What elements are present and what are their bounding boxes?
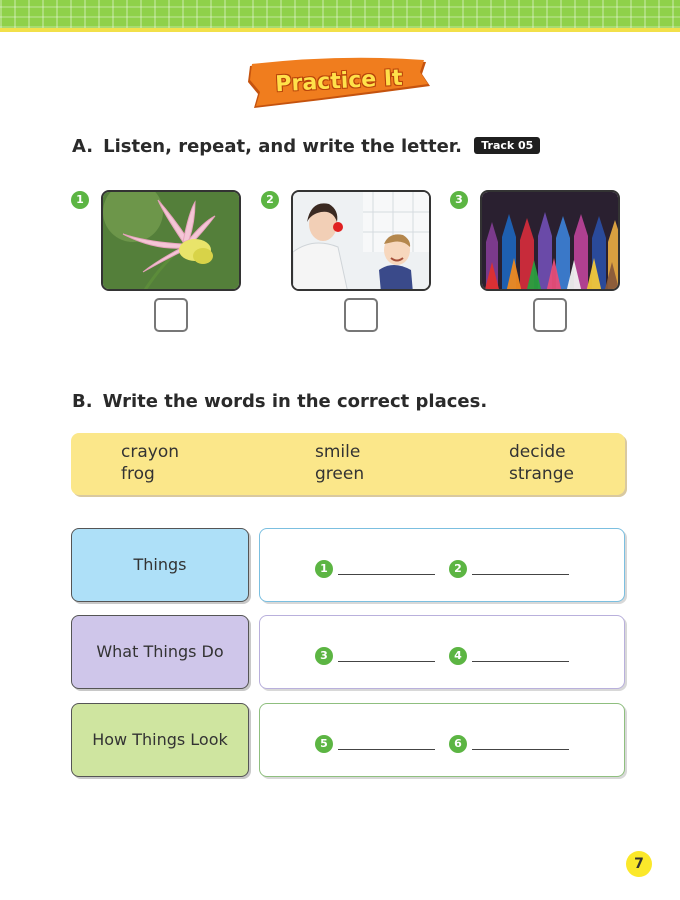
blank-line-6[interactable]: [472, 749, 569, 750]
blank-number-3: 3: [315, 647, 333, 665]
banner-title: Practice It: [274, 65, 404, 98]
blank-number-1: 1: [315, 560, 333, 578]
page-number: 7: [626, 851, 652, 877]
item-number-2: 2: [261, 191, 279, 209]
blank-line-2[interactable]: [472, 574, 569, 575]
blank-number-5: 5: [315, 735, 333, 753]
blank-line-4[interactable]: [472, 661, 569, 662]
section-b-heading: [72, 391, 487, 412]
word-bank-word: frog: [121, 464, 155, 484]
word-bank-word: strange: [509, 464, 574, 484]
word-bank-word: crayon: [121, 442, 179, 462]
section-a-letter: A.: [72, 136, 94, 157]
answer-box-3[interactable]: [533, 298, 567, 332]
word-bank-word: decide: [509, 442, 566, 462]
category-how-things-look: How Things Look: [71, 703, 249, 777]
answer-box-2[interactable]: [344, 298, 378, 332]
top-decorative-band: [0, 0, 680, 32]
word-bank-word: smile: [315, 442, 361, 462]
crayons-photo: [480, 190, 620, 291]
blank-line-1[interactable]: [338, 574, 435, 575]
item-number-1: 1: [71, 191, 89, 209]
category-what-things-do: What Things Do: [71, 615, 249, 689]
word-bank-word: green: [315, 464, 365, 484]
item-number-3: 3: [450, 191, 468, 209]
blank-number-6: 6: [449, 735, 467, 753]
word-bank: [71, 433, 625, 495]
clown-doctor-photo: [291, 190, 431, 291]
category-things: Things: [71, 528, 249, 602]
blank-line-3[interactable]: [338, 661, 435, 662]
answer-row-how-things-look: [259, 703, 625, 777]
section-b-instruction: Write the words in the correct places.: [102, 391, 488, 412]
answer-row-what-things-do: [259, 615, 625, 689]
practice-it-banner: [246, 56, 432, 112]
blank-number-2: 2: [449, 560, 467, 578]
answer-box-1[interactable]: [154, 298, 188, 332]
blank-number-4: 4: [449, 647, 467, 665]
answer-row-things: [259, 528, 625, 602]
track-badge[interactable]: Track 05: [474, 137, 540, 154]
flower-photo: [101, 190, 241, 291]
blank-line-5[interactable]: [338, 749, 435, 750]
section-a-instruction: Listen, repeat, and write the letter.: [103, 136, 462, 157]
section-a-heading: [72, 136, 540, 157]
section-b-letter: B.: [72, 391, 93, 412]
